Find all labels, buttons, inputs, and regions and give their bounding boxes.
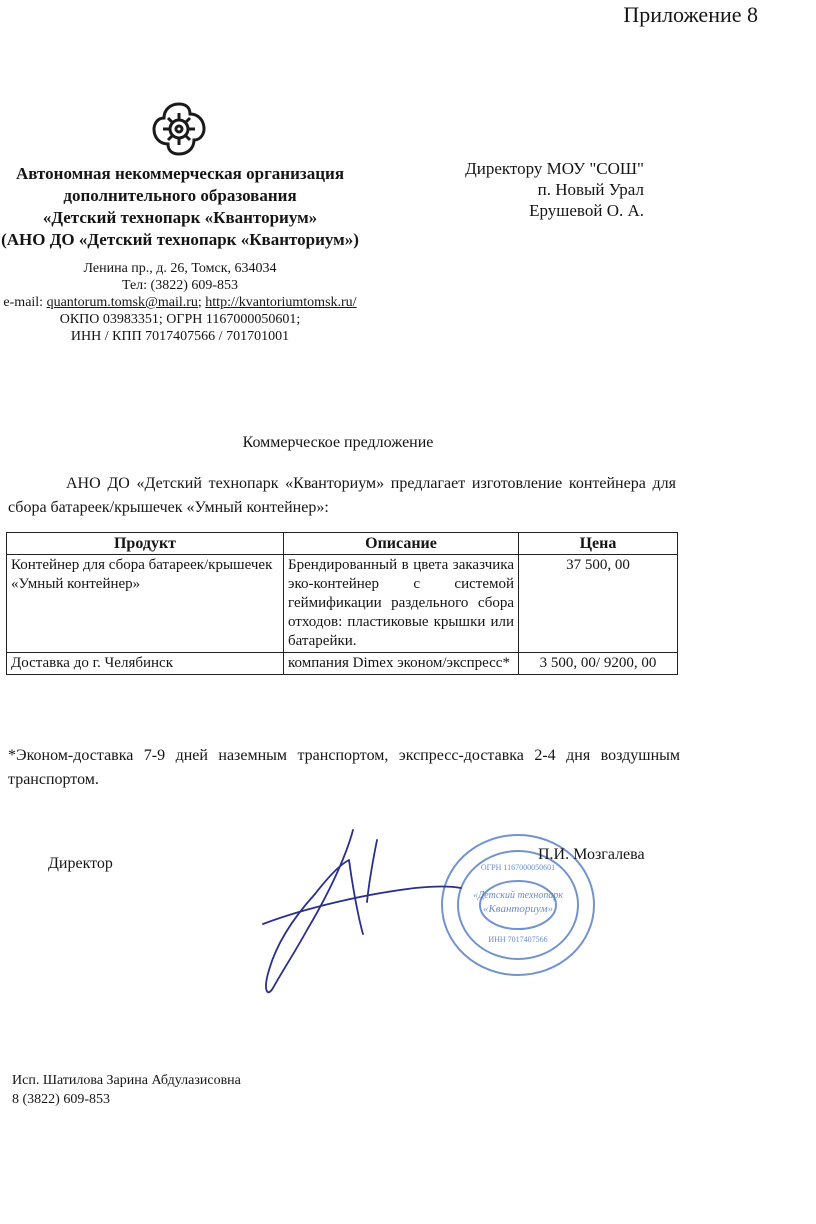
cell-description: компания Dimex эконом/экспресс* (284, 653, 519, 675)
cell-product: Контейнер для сбора батареек/крышечек «Умный контейнер» (7, 555, 284, 653)
addressee-line: Директору МОУ "СОШ" (465, 159, 644, 178)
offer-table (6, 532, 678, 675)
email-label: e-mail: (3, 295, 44, 310)
executor-block (12, 1071, 241, 1109)
stamp-line: ОГРН 1167000050601 (480, 863, 556, 872)
addressee-block (430, 158, 644, 221)
footnote: *Эконом-доставка 7-9 дней наземным транспортом, экспресс-доставка 2-4 дня воздушным транспортом. (8, 747, 680, 788)
okpo-ogrn: ОКПО 03983351; ОГРН 1167000050601; (59, 312, 301, 327)
addressee-line: п. Новый Урал (537, 180, 644, 199)
executor-phone: 8 (3822) 609-853 (12, 1092, 110, 1107)
intro-paragraph (8, 472, 676, 520)
cell-price: 3 500, 00/ 9200, 00 (519, 653, 678, 675)
website-link[interactable]: http://kvantoriumtomsk.ru/ (205, 295, 357, 310)
addressee-line: Ерушевой О. А. (529, 201, 644, 220)
signatory-name: П.И. Мозгалева (538, 846, 645, 863)
contact-block (0, 260, 360, 345)
cell-description: Брендированный в цвета заказчика эко-контейнер с системой геймификации раздельного сбора отходов: пластиковые крышки или батарейки. (284, 555, 519, 653)
address: Ленина пр., д. 26, Томск, 634034 (83, 261, 277, 276)
appendix-label: Приложение 8 (623, 2, 758, 27)
organization-name (0, 163, 360, 251)
email-website-row (0, 294, 360, 311)
stamp-line: ИНН 7017407566 (488, 935, 548, 944)
cell-product: Доставка до г. Челябинск (7, 653, 284, 675)
stamp-line: «Кванториум» (482, 903, 554, 915)
org-line: дополнительного образования (63, 186, 297, 205)
inn-kpp: ИНН / КПП 7017407566 / 701701001 (70, 329, 290, 344)
table-row (7, 653, 678, 675)
stamp-line: «Детский технопарк (472, 890, 564, 901)
org-line: «Детский технопарк «Кванториум» (42, 208, 318, 227)
table-header-row (7, 533, 678, 555)
signatory-position: Директор (48, 855, 113, 872)
phone: Тел: (3822) 609-853 (121, 278, 239, 293)
org-line: Автономная некоммерческая организация (15, 164, 345, 183)
document-title: Коммерческое предложение (242, 434, 434, 451)
org-line: (АНО ДО «Детский технопарк «Кванториум») (1, 230, 359, 249)
separator: ; (197, 295, 202, 310)
email-link[interactable]: quantorum.tomsk@mail.ru (46, 295, 198, 310)
header-price: Цена (519, 533, 678, 555)
handwritten-signature (255, 820, 465, 1000)
header-description: Описание (284, 533, 519, 555)
kvantorium-logo (150, 100, 208, 158)
cell-price: 37 500, 00 (519, 555, 678, 653)
table-row (7, 555, 678, 653)
header-product: Продукт (7, 533, 284, 555)
executor-name: Исп. Шатилова Зарина Абдулазисовна (12, 1073, 241, 1088)
intro-text: АНО ДО «Детский технопарк «Кванториум» предлагает изготовление контейнера для сбора батареек/крышечек «Умный контейнер»: (8, 475, 676, 516)
